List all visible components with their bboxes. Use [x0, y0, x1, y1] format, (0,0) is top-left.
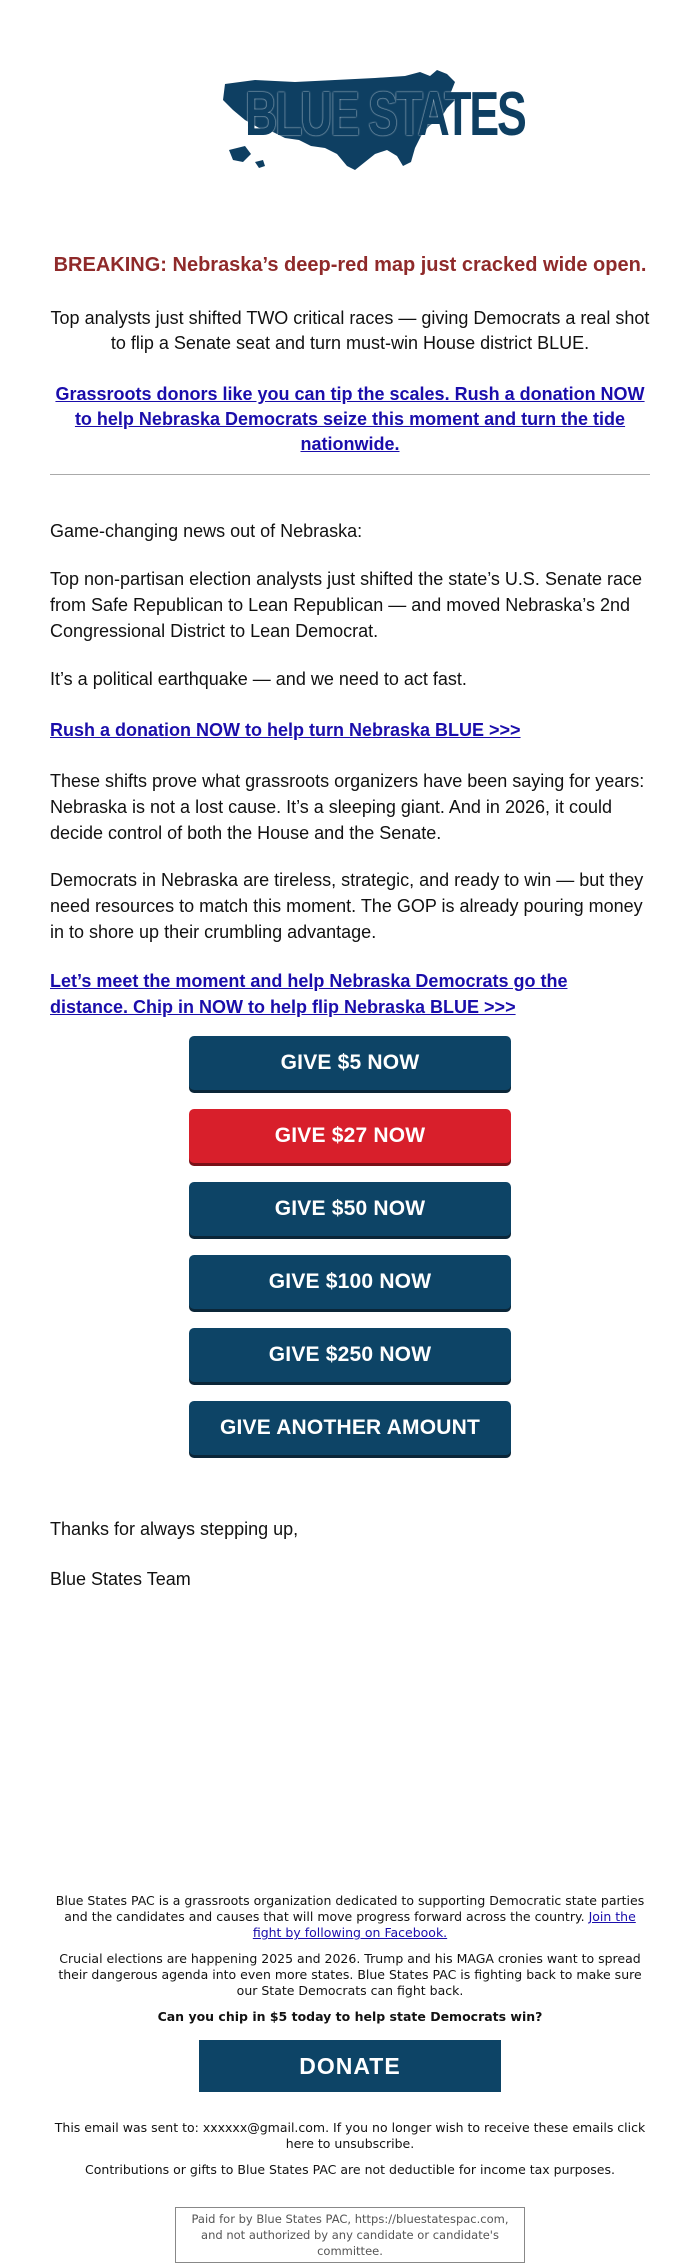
signoff-thanks: Thanks for always stepping up, [50, 1519, 299, 1539]
give-another-amount-button[interactable]: GIVE ANOTHER AMOUNT [189, 1401, 511, 1455]
footer-about [50, 1893, 650, 1941]
intro-paragraph: Top analysts just shifted TWO critical races — giving Democrats a real shot to flip a Senate seat and turn must-win House district BLUE. [50, 308, 650, 353]
divider [50, 474, 650, 475]
footer-tax-note: Contributions or gifts to Blue States PAC are not deductible for income tax purposes. [85, 2162, 615, 2177]
body-paragraph-3: It’s a political earthquake — and we need to act fast. [50, 669, 467, 689]
logo-wordmark: BLUE STATES [245, 80, 525, 149]
body-paragraph-4: These shifts prove what grassroots organizers have been saying for years: Nebraska is not a lost cause. It’s a sleeping giant. And in 2026, it could decide control of both the House and the Senate. [50, 771, 645, 843]
footer-chip-question: Can you chip in $5 today to help state Democrats win? [157, 2009, 543, 2024]
paid-for-disclaimer: Paid for by Blue States PAC, https://bluestatespac.com, and not authorized by any candidate or candidate's committee. [175, 2207, 525, 2263]
facebook-link[interactable]: Join the fight by following on Facebook. [252, 1909, 636, 1940]
breaking-headline: BREAKING: Nebraska’s deep-red map just cracked wide open. [53, 254, 647, 276]
give-250-button[interactable]: GIVE $250 NOW [189, 1328, 511, 1382]
donate-link-top[interactable]: Grassroots donors like you can tip the scales. Rush a donation NOW to help Nebraska Democrats seize this moment and turn the tide nationwide. [55, 384, 645, 454]
signoff-team: Blue States Team [50, 1569, 191, 1589]
blue-states-logo[interactable] [215, 62, 525, 174]
donate-button[interactable]: DONATE [199, 2040, 501, 2092]
footer-elections: Crucial elections are happening 2025 and 2026. Trump and his MAGA cronies want to spread their dangerous agenda into even more states. Blue States PAC is fighting back to make sure our State Democrats can fight back. [58, 1951, 642, 1998]
give-5-button[interactable]: GIVE $5 NOW [189, 1036, 511, 1090]
donate-link-2[interactable]: Let’s meet the moment and help Nebraska Democrats go the distance. Chip in NOW to help flip Nebraska BLUE >>> [50, 971, 568, 1017]
donate-link-1[interactable]: Rush a donation NOW to help turn Nebraska BLUE >>> [50, 720, 521, 740]
body-paragraph-1: Game-changing news out of Nebraska: [50, 521, 363, 541]
footer-sent-to[interactable]: This email was sent to: xxxxxx@gmail.com. If you no longer wish to receive these emails click here to unsubscribe. [54, 2120, 646, 2151]
give-27-button[interactable]: GIVE $27 NOW [189, 1109, 511, 1163]
body-paragraph-5: Democrats in Nebraska are tireless, strategic, and ready to win — but they need resources to match this moment. The GOP is already pouring money in to shore up their crumbling advantage. [50, 870, 644, 942]
body-paragraph-2: Top non-partisan election analysts just shifted the state’s U.S. Senate race from Safe Republican to Lean Republican — and moved Nebraska’s 2nd Congressional District to Lean Democrat. [50, 569, 643, 641]
give-50-button[interactable]: GIVE $50 NOW [189, 1182, 511, 1236]
give-100-button[interactable]: GIVE $100 NOW [189, 1255, 511, 1309]
footer-about-text: Blue States PAC is a grassroots organization dedicated to supporting Democratic state parties and the candidates and causes that will move progress forward across the country. [55, 1893, 645, 1924]
